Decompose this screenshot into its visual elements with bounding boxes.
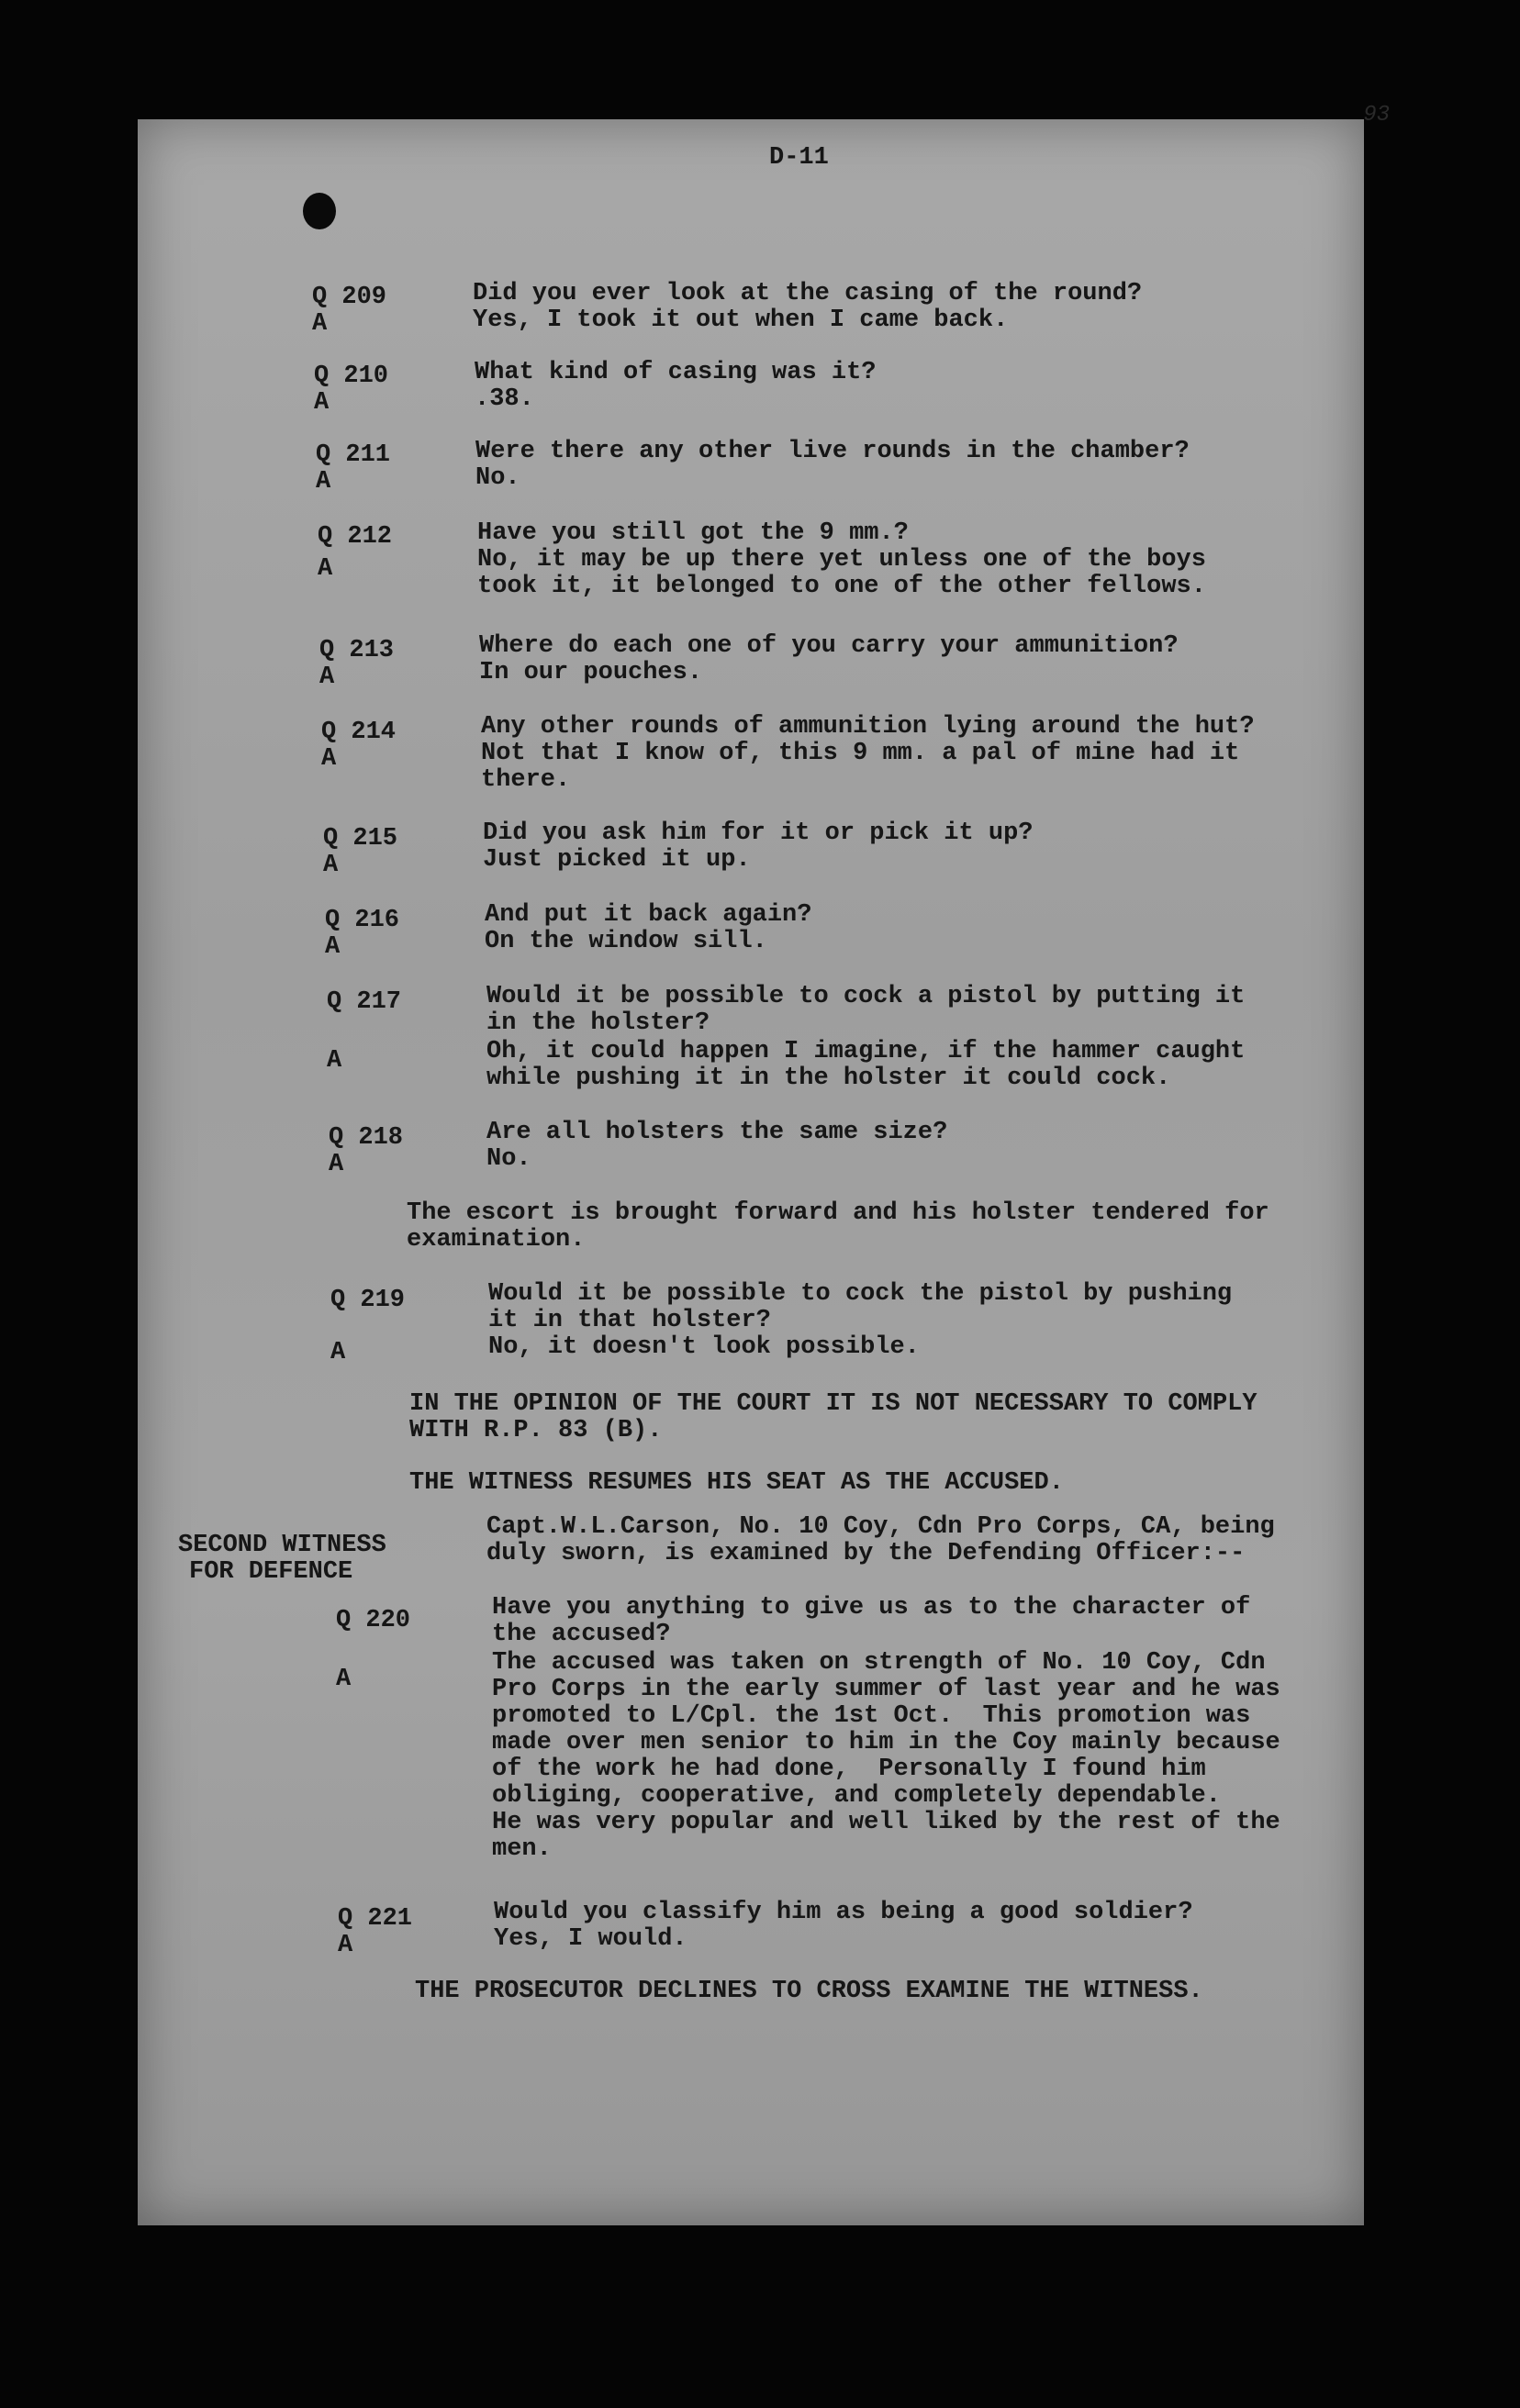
question-text: the accused? [492, 1621, 671, 1648]
question-text: in the holster? [486, 1009, 710, 1037]
question-text: it in that holster? [488, 1307, 771, 1334]
document-page [138, 103, 1390, 2225]
answer-text: took it, it belonged to one of the other fellows. [477, 573, 1206, 600]
question-number: Q 211 [316, 441, 391, 469]
answer-label: A [336, 1666, 352, 1693]
corner-page-mark: 93 [1363, 103, 1390, 128]
question-text: Did you ever look at the casing of the round? [473, 280, 1143, 307]
answer-label: A [314, 389, 330, 417]
escort-note: examination. [407, 1226, 586, 1254]
ink-blot [303, 193, 336, 229]
answer-text: Yes, I took it out when I came back. [473, 307, 1009, 334]
court-opinion: WITH R.P. 83 (B). [409, 1417, 663, 1444]
page-number: D-11 [769, 144, 829, 172]
question-text: What kind of casing was it? [475, 359, 877, 386]
answer-text: Oh, it could happen I imagine, if the hammer caught [486, 1038, 1246, 1065]
answer-label: A [330, 1339, 346, 1366]
answer-text: promoted to L/Cpl. the 1st Oct. This promotion was [492, 1702, 1251, 1730]
answer-label: A [323, 852, 339, 879]
question-number: Q 209 [312, 284, 387, 311]
question-number: Q 214 [321, 719, 397, 746]
question-text: Would it be possible to cock the pistol by pushing [488, 1280, 1233, 1308]
question-text: Would it be possible to cock a pistol by putting it [486, 983, 1246, 1010]
question-number: Q 215 [323, 825, 398, 853]
answer-text: No, it doesn't look possible. [488, 1333, 920, 1361]
witness-resumes-seat: THE WITNESS RESUMES HIS SEAT AS THE ACCUSED. [409, 1469, 1064, 1497]
answer-label: A [338, 1932, 353, 1959]
question-text: Were there any other live rounds in the chamber? [475, 438, 1190, 465]
escort-note: The escort is brought forward and his holster tendered for [407, 1199, 1269, 1227]
answer-text: On the window sill. [485, 928, 767, 955]
answer-text: Pro Corps in the early summer of last year and he was [492, 1676, 1280, 1703]
answer-text: The accused was taken on strength of No. 10 Coy, Cdn [492, 1649, 1266, 1677]
second-witness-label: SECOND WITNESS [178, 1532, 386, 1559]
question-number: Q 210 [314, 362, 389, 390]
answer-text: Just picked it up. [483, 846, 751, 874]
answer-label: A [325, 933, 341, 961]
question-text: Have you still got the 9 mm.? [477, 519, 909, 547]
answer-label: A [321, 745, 337, 773]
question-number: Q 212 [318, 523, 393, 551]
question-number: Q 213 [319, 637, 395, 664]
answer-text: made over men senior to him in the Coy mainly because [492, 1729, 1280, 1756]
second-witness-label: FOR DEFENCE [189, 1558, 353, 1586]
answer-text: of the work he had done, Personally I found him [492, 1756, 1206, 1783]
question-text: Are all holsters the same size? [486, 1119, 948, 1146]
question-number: Q 221 [338, 1905, 413, 1933]
question-text: Any other rounds of ammunition lying around the hut? [481, 713, 1255, 741]
question-text: Would you classify him as being a good soldier? [494, 1899, 1193, 1926]
question-number: Q 217 [327, 988, 402, 1016]
answer-text: obliging, cooperative, and completely dependable. [492, 1782, 1221, 1810]
answer-text: No. [475, 464, 520, 492]
question-text: Did you ask him for it or pick it up? [483, 819, 1034, 847]
answer-text: No. [486, 1145, 531, 1173]
question-text: And put it back again? [485, 901, 812, 929]
answer-text: there. [481, 766, 571, 794]
answer-label: A [316, 468, 331, 496]
question-text: Have you anything to give us as to the character of [492, 1594, 1251, 1622]
answer-label: A [312, 310, 328, 338]
answer-label: A [319, 663, 335, 691]
court-opinion: IN THE OPINION OF THE COURT IT IS NOT NECESSARY TO COMPLY [409, 1390, 1257, 1418]
witness-intro: Capt.W.L.Carson, No. 10 Coy, Cdn Pro Corps, CA, being [486, 1513, 1275, 1541]
question-number: Q 220 [336, 1607, 411, 1634]
answer-text: No, it may be up there yet unless one of the boys [477, 546, 1206, 574]
witness-intro: duly sworn, is examined by the Defending Officer:-- [486, 1540, 1246, 1567]
question-text: Where do each one of you carry your ammunition? [479, 632, 1179, 660]
answer-label: A [318, 555, 333, 583]
question-number: Q 218 [329, 1124, 404, 1152]
question-number: Q 216 [325, 907, 400, 934]
answer-text: Not that I know of, this 9 mm. a pal of mine had it [481, 740, 1240, 767]
answer-text: In our pouches. [479, 659, 703, 686]
answer-text: men. [492, 1835, 552, 1863]
question-number: Q 219 [330, 1287, 406, 1314]
answer-label: A [329, 1151, 344, 1178]
answer-text: Yes, I would. [494, 1925, 687, 1953]
prosecutor-declines: THE PROSECUTOR DECLINES TO CROSS EXAMINE THE WITNESS. [415, 1978, 1203, 2005]
answer-text: .38. [475, 385, 534, 413]
answer-text: He was very popular and well liked by the rest of the [492, 1809, 1280, 1836]
answer-label: A [327, 1047, 342, 1075]
answer-text: while pushing it in the holster it could cock. [486, 1065, 1171, 1092]
